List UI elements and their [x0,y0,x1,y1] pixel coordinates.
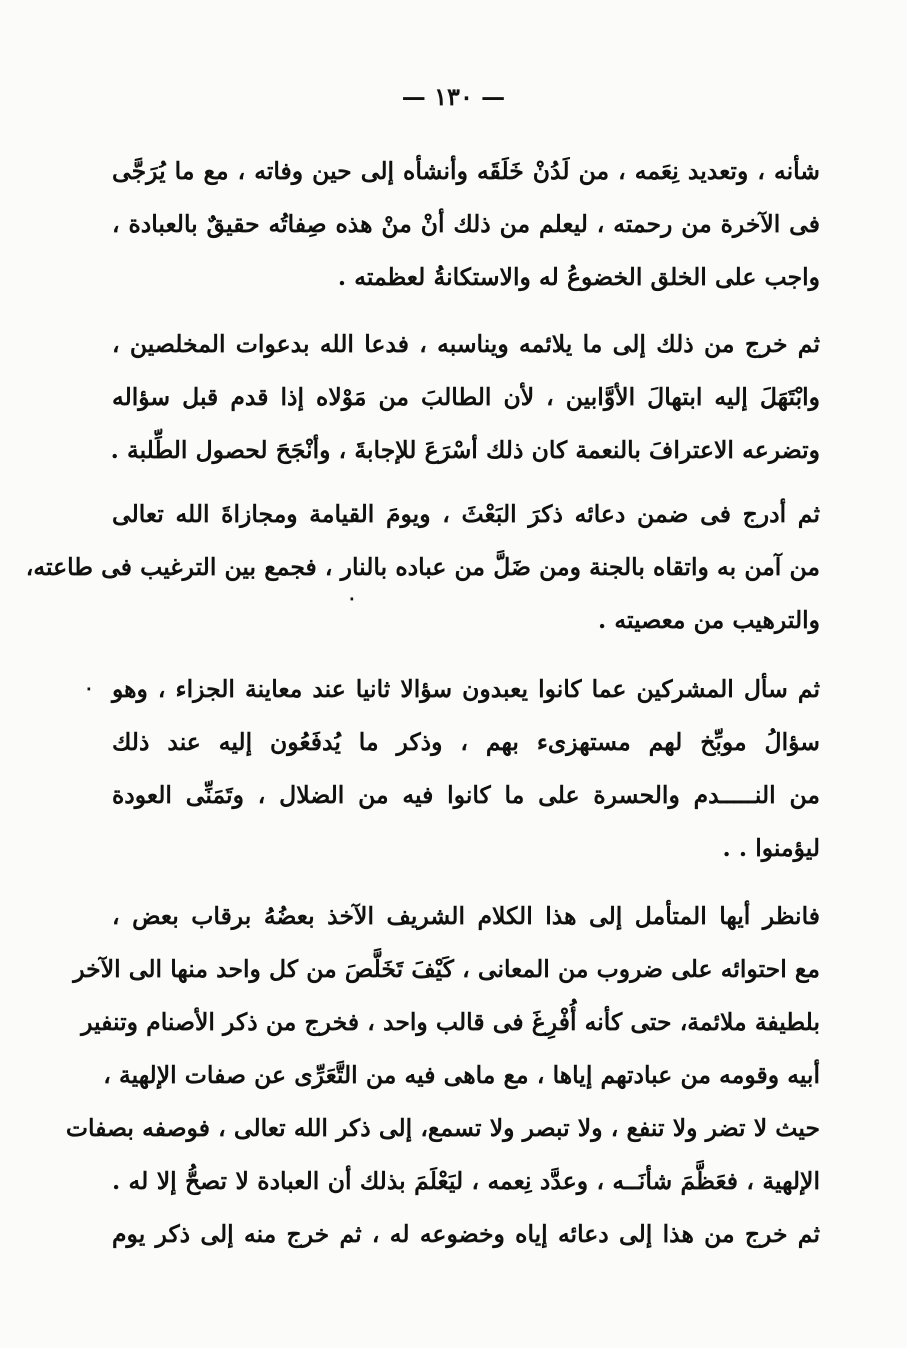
text-line: فانظر أيها المتأمل إلى هذا الكلام الشريف الآخذ بعضُهُ برقاب بعض ، [112,902,820,930]
text-line: حيث لا تضر ولا تنفع ، ولا تبصر ولا تسمع، إلى ذكر الله تعالى ، فوصفه بصفات [65,1114,820,1142]
paragraph-1 [112,145,820,304]
text-line: بلطيفة ملائمة، حتى كأنه أُفْرِغَ فى قالب واحد ، فخرج من ذكر الأصنام وتنفير [81,1008,820,1036]
text-line: وتضرعه الاعترافَ بالنعمة كان ذلك أسْرَعَ للإجابةَ ، وأنْجَحَ لحصول الطِّلبة . [110,436,820,464]
page-number: — ١٣٠ — [401,82,506,111]
text-line: واجب على الخلق الخضوعُ له والاستكانةُ لعظمته . [337,263,820,291]
text-line: فى الآخرة من رحمته ، ليعلم من ذلك أنْ منْ هذه صِفاتُه حقيقٌ بالعبادة ، [112,210,820,238]
paragraph-2 [112,318,820,477]
text-line: ثم سأل المشركين عما كانوا يعبدون سؤالا ثانيا عند معاينة الجزاء ، وهو [112,675,820,703]
text-line: وابْتَهَلَ إليه ابتهالَ الأوَّابين ، لأن الطالبَ من مَوْلاه إذا قدم قبل سؤاله [112,383,820,411]
ink-speck: ٠ [347,588,357,609]
paragraph-5 [65,890,820,1261]
text-line: ليؤمنوا . . [722,834,820,862]
text-line: أبيه وقومه من عبادتهم إياها ، مع ماهى فيه من التَّعَرِّى عن صفات الإلهية ، [103,1061,820,1089]
text-line: مع احتوائه على ضروب من المعانى ، كَيْفَ تَخَلَّصَ من كل واحد منها الى الآخر [73,955,820,983]
text-line: سؤالُ موبِّخ لهم مستهزىء بهم ، وذكر ما يُدفَعُون إليه عند ذلك [112,728,820,756]
text-line: والترهيب من معصيته . [598,606,820,634]
text-line: ثم أدرج فى ضمن دعائه ذكرَ البَعْثَ ، ويومَ القيامة ومجازاةَ الله تعالى [112,500,820,528]
ink-speck: ٠ [84,678,94,699]
text-line: ثم خرج من ذلك إلى ما يلائمه ويناسبه ، فدعا الله بدعوات المخلصين ، [112,330,820,358]
text-line: شأنه ، وتعديد نِعَمه ، من لَدُنْ خَلَقَه وأنشأه إلى حين وفاته ، مع ما يُرَجَّى [112,157,820,185]
paragraph-3 [25,488,820,647]
text-line: من آمن به واتقاه بالجنة ومن ضَلَّ من عباده بالنار ، فجمع بين الترغيب فى طاعته، [25,553,820,581]
text-line: ثم خرج من هذا إلى دعائه إياه وخضوعه له ، ثم خرج منه إلى ذكر يوم [112,1220,820,1248]
paragraph-4 [112,663,820,875]
text-line: من النـــــدم والحسرة على ما كانوا فيه من الضلال ، وتَمَنِّى العودة [112,781,820,809]
text-line: الإلهية ، فعَظَّمَ شأنَــه ، وعدَّد نِعمه ، ليَعْلَمَ بذلك أن العبادة لا تصحُّ إلا له . [112,1167,820,1195]
